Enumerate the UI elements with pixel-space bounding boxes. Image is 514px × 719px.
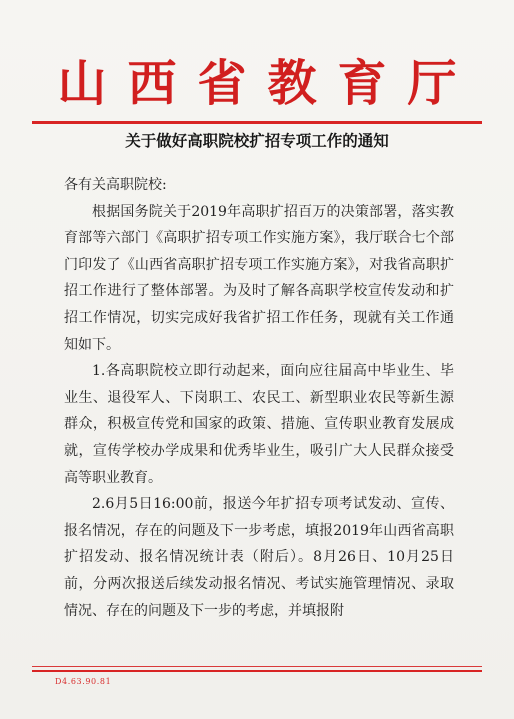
body-paragraph-intro: 根据国务院关于2019年高职扩招百万的决策部署，落实教育部等六部门《高职扩招专项工作实施方案》，我厅联合七个部门印发了《山西省高职扩招专项工作实施方案》，对我省高职扩招工作进行了整体部署。为及时了解各高职学校宣传发动和扩招工作情况，切实完成好我省扩招工作任务，现就有关工作通知如下。: [64, 203, 454, 353]
masthead-red-rule: [32, 121, 482, 124]
footer-thick-rule: [32, 670, 482, 672]
footer-code: D4.63.90.81: [55, 677, 112, 686]
issuer-masthead: 山西省教育厅: [57, 54, 478, 112]
footer-thin-rule: [32, 666, 482, 667]
body-paragraph-item-1: 1.各高职院校立即行动起来，面向应往届高中毕业生、毕业生、退役军人、下岗职工、农民工、新型职业农民等新生源群众，积极宣传党和国家的政策、措施、宣传职业教育发展成就，宣传学校办学成果和优秀毕业生，吸引广大人民群众接受高等职业教育。: [64, 363, 454, 486]
salutation: 各有关高职院校:: [64, 177, 167, 193]
document-body: [64, 172, 454, 644]
body-paragraph-item-2: 2.6月5日16:00前，报送今年扩招专项考试发动、宣传、报名情况，存在的问题及下一步考虑，填报2019年山西省高职扩招发动、报名情况统计表（附后）。8月26日、10月25日前，分两次报送后续发动报名情况、考试实施管理情况、录取情况、存在的问题及下一步的考虑，并填报附: [64, 496, 454, 619]
document-title: 关于做好高职院校扩招专项工作的通知: [125, 131, 389, 150]
